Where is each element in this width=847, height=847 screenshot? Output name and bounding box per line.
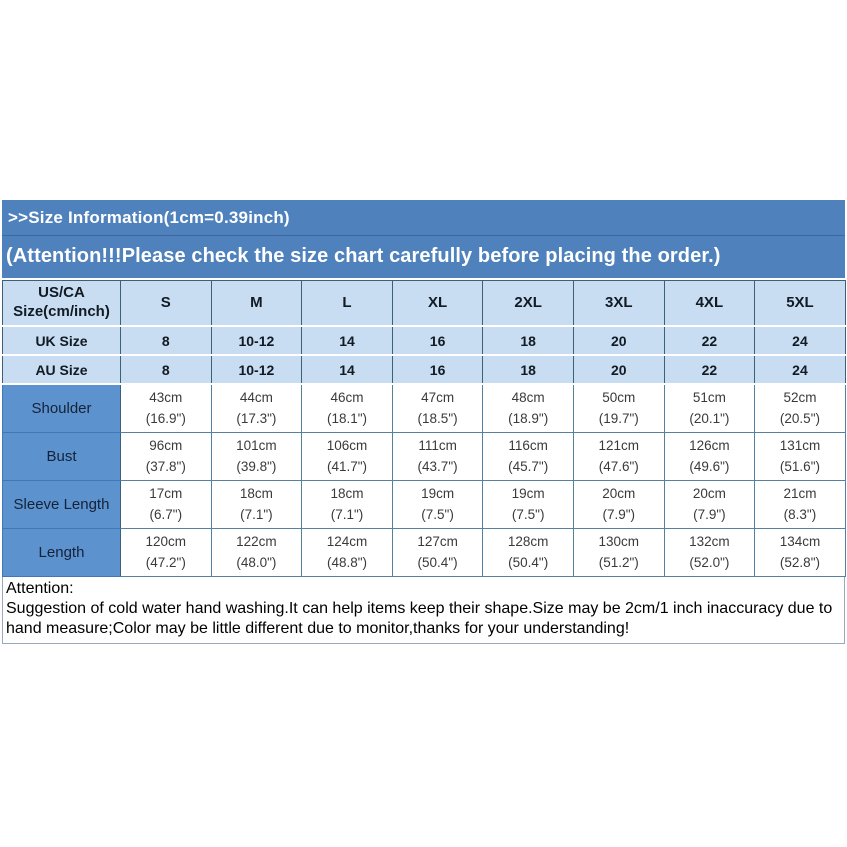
au-size-value: 10-12: [211, 355, 302, 384]
inch-value: (41.7"): [326, 458, 368, 474]
measurement-value: [302, 384, 393, 433]
cm-value: 43cm: [149, 390, 183, 406]
size-column-header: M: [211, 281, 302, 327]
cm-value: 122cm: [236, 534, 277, 550]
au-size-value: 18: [483, 355, 574, 384]
cm-value: 96cm: [149, 438, 183, 454]
inch-value: (8.3"): [783, 506, 817, 522]
au-size-value: 24: [755, 355, 846, 384]
cm-value: 132cm: [689, 534, 730, 550]
cm-value: 46cm: [330, 390, 364, 406]
measurement-value: [392, 481, 483, 529]
uk-size-value: 16: [392, 326, 483, 355]
inch-value: (52.8"): [779, 554, 820, 570]
banner: [2, 200, 845, 278]
inch-value: (19.7"): [598, 410, 639, 426]
measurement-value: [755, 384, 846, 433]
measurement-value: [483, 529, 574, 577]
cm-value: 18cm: [330, 486, 364, 502]
measurement-row: [3, 384, 846, 433]
cm-value: 126cm: [689, 438, 730, 454]
au-size-value: 14: [302, 355, 393, 384]
inch-value: (17.3"): [236, 410, 277, 426]
cm-value: 21cm: [783, 486, 817, 502]
inch-value: (20.1"): [689, 410, 730, 426]
au-size-value: 22: [664, 355, 755, 384]
uk-size-value: 14: [302, 326, 393, 355]
inch-value: (6.7"): [149, 506, 183, 522]
uk-size-value: 20: [573, 326, 664, 355]
measurement-row: [3, 529, 846, 577]
inch-value: (47.2"): [145, 554, 186, 570]
measurement-label: Length: [3, 529, 121, 577]
measurement-label: Bust: [3, 433, 121, 481]
measurement-value: [664, 433, 755, 481]
cm-value: 128cm: [507, 534, 549, 550]
cm-value: 18cm: [239, 486, 273, 502]
measurement-label: Shoulder: [3, 384, 121, 433]
cm-value: 48cm: [511, 390, 545, 406]
inch-value: (16.9"): [145, 410, 186, 426]
cm-value: 106cm: [326, 438, 368, 454]
inch-value: (45.7"): [508, 458, 549, 474]
uk-size-value: 24: [755, 326, 846, 355]
inch-value: (7.9"): [602, 506, 636, 522]
cm-value: 52cm: [783, 390, 817, 406]
measurement-value: [121, 529, 212, 577]
measurement-value: [392, 529, 483, 577]
measurement-value: [573, 433, 664, 481]
attention-note: [2, 577, 845, 644]
cm-value: 50cm: [602, 390, 636, 406]
inch-value: (52.0"): [689, 554, 730, 570]
inch-value: (50.4"): [508, 554, 549, 570]
cm-value: 127cm: [417, 534, 458, 550]
inch-value: (43.7"): [417, 458, 458, 474]
au-size-value: 20: [573, 355, 664, 384]
measurement-value: [302, 529, 393, 577]
measurement-row: [3, 481, 846, 529]
measurement-value: [302, 481, 393, 529]
measurement-value: [755, 529, 846, 577]
banner-size-info-title: >>Size Information(1cm=0.39inch): [2, 200, 845, 236]
uk-size-value: 8: [121, 326, 212, 355]
attention-note-body: Suggestion of cold water hand washing.It can help items keep their shape.Size may be 2cm/1 inch inaccuracy due to hand measure;Color may be little different due to monitor,thanks for your understanding!: [6, 600, 833, 638]
measurement-value: [392, 433, 483, 481]
size-header-row: [3, 281, 846, 327]
cm-value: 17cm: [149, 486, 183, 502]
measurement-value: [664, 529, 755, 577]
size-column-header: 3XL: [573, 281, 664, 327]
uk-size-value: 10-12: [211, 326, 302, 355]
cm-value: 134cm: [779, 534, 821, 550]
measurement-value: [483, 481, 574, 529]
cm-value: 20cm: [602, 486, 636, 502]
size-table: [2, 280, 846, 577]
inch-value: (18.9"): [508, 410, 549, 426]
uk-size-value: 18: [483, 326, 574, 355]
au-size-value: 8: [121, 355, 212, 384]
uk-size-row: [3, 326, 846, 355]
cm-value: 120cm: [145, 534, 187, 550]
size-chart-sheet: [2, 200, 845, 644]
inch-value: (39.8"): [236, 458, 277, 474]
cm-value: 124cm: [326, 534, 368, 550]
size-column-header: S: [121, 281, 212, 327]
cm-value: 44cm: [239, 390, 273, 406]
inch-value: (18.1"): [326, 410, 368, 426]
inch-value: (20.5"): [779, 410, 820, 426]
measurement-value: [121, 481, 212, 529]
cm-value: 130cm: [598, 534, 640, 550]
measurement-value: [483, 384, 574, 433]
banner-attention-title: (Attention!!!Please check the size chart carefully before placing the order.): [6, 245, 721, 267]
inch-value: (7.1"): [330, 506, 364, 522]
cm-value: 111cm: [418, 438, 457, 454]
measurement-value: [573, 384, 664, 433]
size-column-header: XL: [392, 281, 483, 327]
inch-value: (47.6"): [598, 458, 639, 474]
inch-value: (7.5"): [511, 506, 545, 522]
measurement-value: [664, 481, 755, 529]
cm-value: 19cm: [421, 486, 455, 502]
uk-size-value: 22: [664, 326, 755, 355]
measurement-value: [121, 384, 212, 433]
inch-value: (7.1"): [240, 506, 273, 522]
cm-value: 116cm: [508, 438, 548, 454]
inch-value: (50.4"): [417, 554, 458, 570]
measurement-value: [664, 384, 755, 433]
inch-value: (48.8"): [326, 554, 368, 570]
measurement-value: [121, 433, 212, 481]
corner-line1: US/CA: [38, 284, 85, 302]
corner-cell: [3, 281, 121, 327]
size-column-header: 5XL: [755, 281, 846, 327]
inch-value: (18.5"): [417, 410, 458, 426]
uk-size-label: UK Size: [3, 326, 121, 355]
cm-value: 47cm: [421, 390, 455, 406]
inch-value: (37.8"): [145, 458, 186, 474]
inch-value: (49.6"): [689, 458, 730, 474]
inch-value: (7.5"): [421, 506, 454, 522]
au-size-value: 16: [392, 355, 483, 384]
measurement-value: [211, 529, 302, 577]
measurement-value: [302, 433, 393, 481]
size-column-header: 2XL: [483, 281, 574, 327]
measurement-value: [755, 481, 846, 529]
attention-note-title: Attention:: [6, 580, 74, 597]
measurement-value: [755, 433, 846, 481]
measurement-value: [483, 433, 574, 481]
measurement-label: Sleeve Length: [3, 481, 121, 529]
inch-value: (51.6"): [779, 458, 820, 474]
measurement-value: [573, 529, 664, 577]
cm-value: 19cm: [511, 486, 545, 502]
inch-value: (7.9"): [693, 506, 726, 522]
cm-value: 121cm: [598, 438, 640, 454]
cm-value: 20cm: [692, 486, 726, 502]
measurement-row: [3, 433, 846, 481]
au-size-label: AU Size: [3, 355, 121, 384]
measurement-value: [211, 384, 302, 433]
cm-value: 51cm: [692, 390, 726, 406]
measurement-value: [573, 481, 664, 529]
au-size-row: [3, 355, 846, 384]
measurement-value: [392, 384, 483, 433]
inch-value: (48.0"): [236, 554, 277, 570]
cm-value: 101cm: [236, 438, 277, 454]
inch-value: (51.2"): [598, 554, 639, 570]
size-column-header: L: [302, 281, 393, 327]
measurement-value: [211, 481, 302, 529]
cm-value: 131cm: [779, 438, 821, 454]
size-column-header: 4XL: [664, 281, 755, 327]
measurement-value: [211, 433, 302, 481]
corner-line2: Size(cm/inch): [13, 303, 110, 320]
